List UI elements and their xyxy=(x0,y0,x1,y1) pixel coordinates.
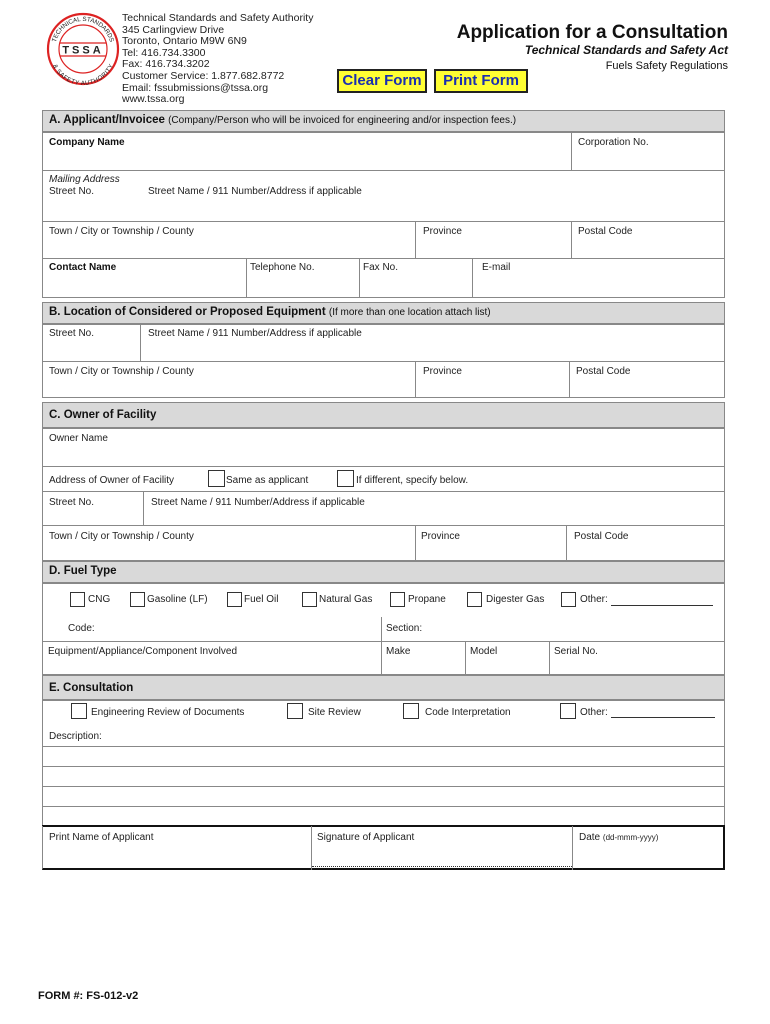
fuel-gasoline-label: Gasoline (LF) xyxy=(147,594,208,605)
section-d-title: D. Fuel Type xyxy=(49,565,117,577)
if-different-checkbox[interactable] xyxy=(337,470,354,487)
form-subtitle: Technical Standards and Safety Act xyxy=(524,43,728,57)
section-c-title: C. Owner of Facility xyxy=(49,409,157,421)
fuel-other-label: Other: xyxy=(580,594,608,605)
description-line[interactable] xyxy=(42,766,725,767)
equipment-field[interactable]: Equipment/Appliance/Component Involved xyxy=(48,646,238,657)
org-line: www.tssa.org xyxy=(122,93,185,106)
consult-code-interp-label: Code Interpretation xyxy=(425,707,511,718)
email-field[interactable]: E-mail xyxy=(482,262,511,273)
form-number: FORM #: FS-012-v2 xyxy=(38,990,139,1002)
fuel-propane-checkbox[interactable] xyxy=(390,592,405,607)
company-name-field[interactable]: Company Name xyxy=(49,137,125,148)
print-form-button[interactable]: Print Form xyxy=(434,69,528,93)
same-as-applicant-checkbox[interactable] xyxy=(208,470,225,487)
clear-form-button[interactable]: Clear Form xyxy=(337,69,427,93)
consult-engineering-checkbox[interactable] xyxy=(71,703,87,719)
same-as-applicant-label: Same as applicant xyxy=(226,475,309,486)
b-street-name-field[interactable]: Street Name / 911 Number/Address if applicable xyxy=(148,328,362,339)
org-line: Fax: 416.734.3202 xyxy=(122,58,210,71)
org-line: Toronto, Ontario M9W 6N9 xyxy=(122,35,247,48)
date-label: Date xyxy=(579,832,601,843)
section-b-note: (If more than one location attach list) xyxy=(328,307,491,318)
b-postal-field[interactable]: Postal Code xyxy=(576,366,631,377)
section-e-header xyxy=(42,675,725,700)
description-label: Description: xyxy=(49,731,102,742)
form-title: Application for a Consultation xyxy=(456,22,728,43)
org-contact-block xyxy=(122,13,313,106)
date-field[interactable] xyxy=(579,832,658,843)
print-name-field[interactable]: Print Name of Applicant xyxy=(49,832,154,843)
b-town-field[interactable]: Town / City or Township / County xyxy=(49,366,194,377)
c-province-field[interactable]: Province xyxy=(421,531,460,542)
mailing-address-label: Mailing Address xyxy=(49,174,120,185)
signature-field[interactable]: Signature of Applicant xyxy=(317,832,415,843)
svg-text:& SAFETY AUTHORITY xyxy=(51,63,115,86)
code-field[interactable]: Code: xyxy=(68,623,95,634)
description-line[interactable] xyxy=(42,786,725,787)
fuel-digester-gas-checkbox[interactable] xyxy=(467,592,482,607)
c-town-field[interactable]: Town / City or Township / County xyxy=(49,531,194,542)
fuel-oil-label: Fuel Oil xyxy=(244,594,279,605)
consult-other-input[interactable] xyxy=(611,707,715,718)
section-e-title: E. Consultation xyxy=(49,682,134,694)
section-a-header xyxy=(42,110,725,132)
org-line: Customer Service: 1.877.682.8772 xyxy=(122,69,285,82)
consult-site-review-checkbox[interactable] xyxy=(287,703,303,719)
fuel-propane-label: Propane xyxy=(408,594,446,605)
consult-site-review-label: Site Review xyxy=(308,707,361,718)
section-b-title: B. Location of Considered or Proposed Equipment xyxy=(49,306,326,318)
org-line: Email: fssubmissions@tssa.org xyxy=(122,81,269,94)
make-field[interactable]: Make xyxy=(386,646,411,657)
section-d-header xyxy=(42,561,725,583)
logo-text: TSSA xyxy=(62,44,104,57)
telephone-field[interactable]: Telephone No. xyxy=(250,262,315,273)
owner-address-label: Address of Owner of Facility xyxy=(49,475,175,486)
model-field[interactable]: Model xyxy=(470,646,498,657)
section-a-note: (Company/Person who will be invoiced for engineering and/or inspection fees.) xyxy=(168,115,517,126)
fuel-digester-gas-label: Digester Gas xyxy=(486,594,545,605)
fuel-other-input[interactable] xyxy=(611,595,713,606)
consult-other-label: Other: xyxy=(580,707,608,718)
a-province-field[interactable]: Province xyxy=(423,226,462,237)
fuel-cng-checkbox[interactable] xyxy=(70,592,85,607)
c-street-name-field[interactable]: Street Name / 911 Number/Address if applicable xyxy=(151,497,365,508)
org-line: 345 Carlingview Drive xyxy=(122,23,225,36)
form-regulations: Fuels Safety Regulations xyxy=(605,60,728,72)
fuel-cng-label: CNG xyxy=(88,594,111,605)
owner-name-field[interactable]: Owner Name xyxy=(49,433,108,444)
a-street-no-field[interactable]: Street No. xyxy=(49,186,95,197)
fuel-other-checkbox[interactable] xyxy=(561,592,576,607)
date-format: (dd-mmm-yyyy) xyxy=(602,833,659,842)
org-line: Technical Standards and Safety Authority xyxy=(122,12,314,24)
section-field[interactable]: Section: xyxy=(386,623,423,634)
logo-ring-top: TECHNICAL STANDARDS xyxy=(50,15,116,43)
section-e-body xyxy=(42,700,725,826)
corporation-no-field[interactable]: Corporation No. xyxy=(578,137,649,148)
logo-ring-bottom: & SAFETY AUTHORITY xyxy=(51,63,115,86)
c-postal-field[interactable]: Postal Code xyxy=(574,531,629,542)
fuel-natural-gas-label: Natural Gas xyxy=(319,594,373,605)
c-street-no-field[interactable]: Street No. xyxy=(49,497,95,508)
fuel-oil-checkbox[interactable] xyxy=(227,592,242,607)
contact-name-field[interactable]: Contact Name xyxy=(49,262,117,273)
section-a-title: A. Applicant/Invoicee xyxy=(49,114,165,126)
fax-field[interactable]: Fax No. xyxy=(363,262,399,273)
a-town-field[interactable]: Town / City or Township / County xyxy=(49,226,194,237)
fuel-gasoline-checkbox[interactable] xyxy=(130,592,145,607)
a-postal-field[interactable]: Postal Code xyxy=(578,226,633,237)
b-street-no-field[interactable]: Street No. xyxy=(49,328,95,339)
description-line[interactable] xyxy=(42,746,725,747)
section-b-header xyxy=(42,302,725,324)
fuel-natural-gas-checkbox[interactable] xyxy=(302,592,317,607)
serial-no-field[interactable]: Serial No. xyxy=(554,646,598,657)
consult-engineering-label: Engineering Review of Documents xyxy=(91,707,245,718)
section-c-header xyxy=(42,402,725,428)
org-line: Tel: 416.734.3300 xyxy=(122,46,206,59)
consult-code-interp-checkbox[interactable] xyxy=(403,703,419,719)
tssa-logo xyxy=(46,12,120,86)
b-province-field[interactable]: Province xyxy=(423,366,462,377)
a-street-name-field[interactable]: Street Name / 911 Number/Address if applicable xyxy=(148,186,362,197)
consult-other-checkbox[interactable] xyxy=(560,703,576,719)
if-different-label: If different, specify below. xyxy=(356,475,469,486)
section-a-body xyxy=(42,132,725,298)
description-line[interactable] xyxy=(42,806,725,807)
